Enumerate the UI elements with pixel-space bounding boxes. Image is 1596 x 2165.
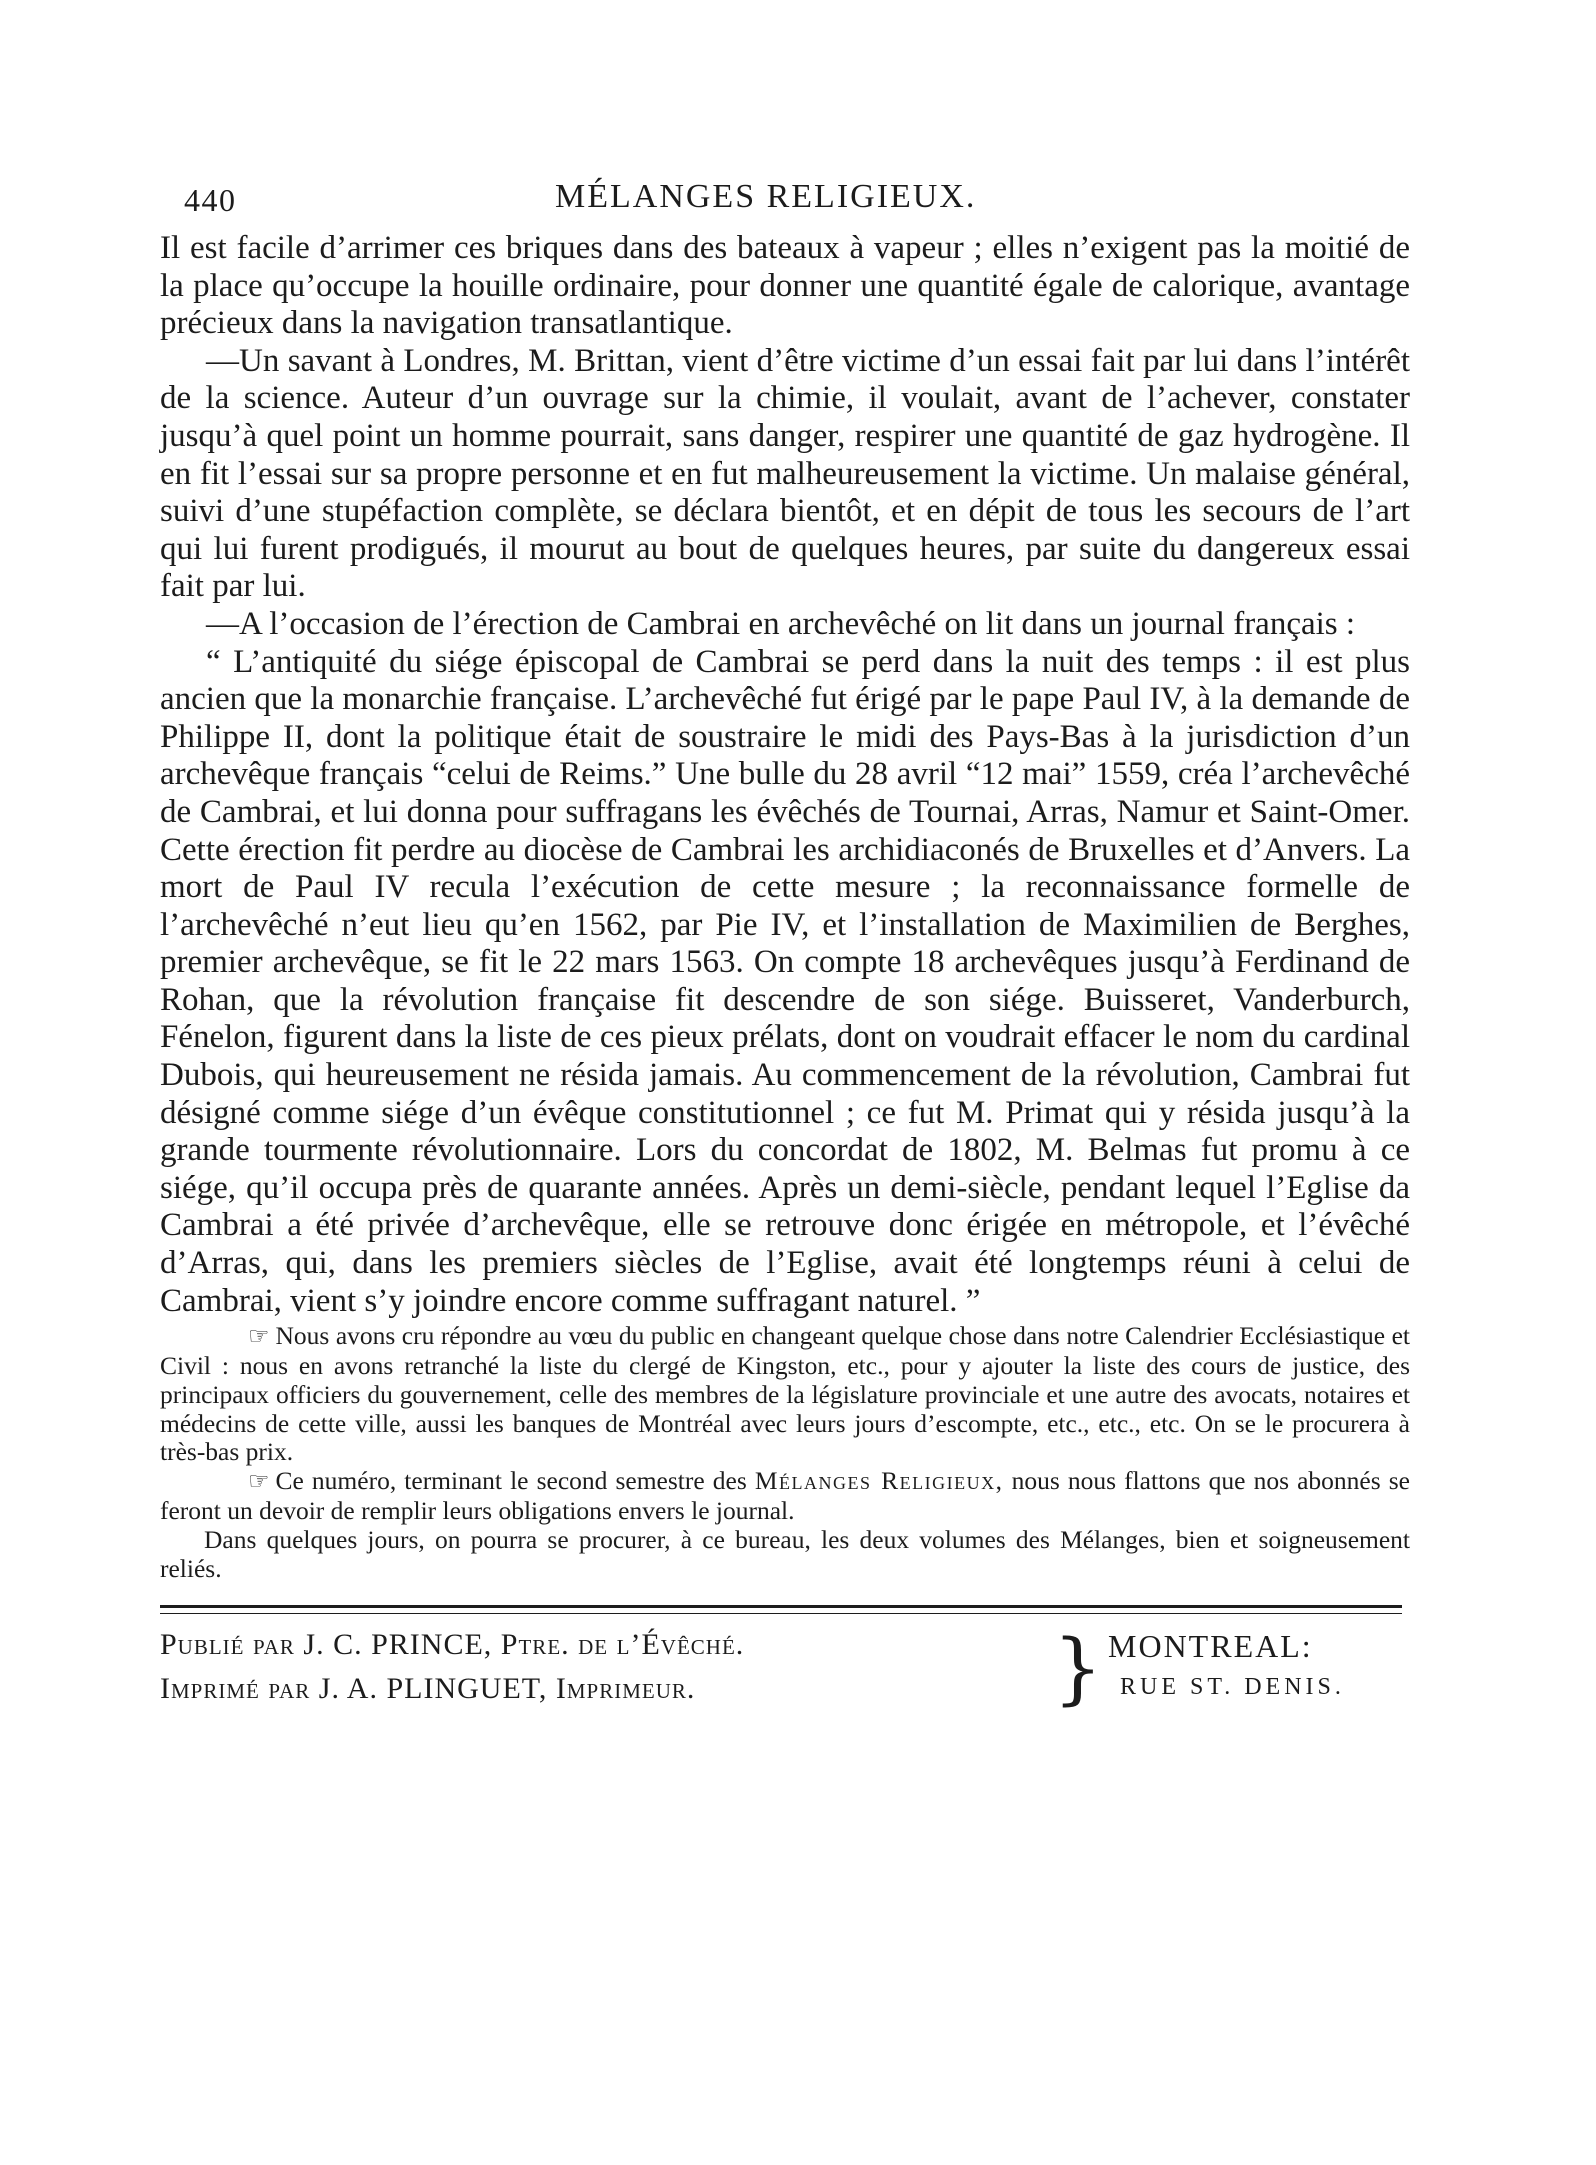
imprint-block bbox=[160, 1624, 1410, 1718]
imprint-street: RUE ST. DENIS. bbox=[1120, 1674, 1345, 1701]
page-number: 440 bbox=[184, 182, 237, 218]
printed-by: Imprimé par J. A. PLINGUET, Imprimeur. bbox=[160, 1672, 696, 1706]
paragraph-brittan: —Un savant à Londres, M. Brittan, vient d’être victime d’un essai fait par lui dans l’intérêt de la science. Auteur d’un ouvrage sur la chimie, il voulait, avant de l’achever, constater jusqu’à quel point un homme pourrait, sans danger, respirer une quantité de gaz hydrogène. Il en fit l’essai sur sa propre personne et en fut malheureusement la victime. Un malaise général, suivi d’une stupéfaction complète, se déclara bientôt, et en dépit de tous les secours de l’art qui lui furent prodigués, il mourut au bout de quelques heures, par suite du dangereux essai fait par lui. bbox=[160, 342, 1410, 605]
note-semestre-text-end: nous nous flattons que nos abonnés se feront un devoir de remplir leurs obligations envers le journal. bbox=[160, 1466, 1410, 1525]
note-calendrier-text: Nous avons cru répondre au vœu du public en changeant quelque chose dans notre Calendrier Ecclésiastique et Civil : nous en avons retranché la liste du clergé de Kingston, etc., pour y ajouter la liste des cours de justice, des principaux officiers du gouvernement, celle des membres de la législature provinciale et une autre des avocats, notaires et médecins de cette ville, aussi les banques de Montréal avec leurs jours d’escompte, etc., etc., etc. On se le procurera à très-bas prix. bbox=[160, 1321, 1410, 1467]
note-semestre-text-start: Ce numéro, terminant le second semestre des bbox=[275, 1466, 747, 1496]
running-head bbox=[160, 170, 1410, 230]
imprint-city: MONTREAL: bbox=[1108, 1628, 1313, 1665]
pointing-hand-icon: ☞ bbox=[248, 1324, 270, 1351]
paragraph-cambrai-quote: “ L’antiquité du siége épiscopal de Cambrai se perd dans la nuit des temps : il est plus ancien que la monarchie française. L’archevêché fut érigé par le pape Paul IV, à la demande de Philippe II, dont la politique était de soustraire le midi des Pays-Bas à la jurisdiction d’un archevêque français “celui de Reims.” Une bulle du 28 avril “12 mai” 1559, créa l’archevêché de Cambrai, et lui donna pour suffragans les évêchés de Tournai, Arras, Namur et Saint-Omer. Cette érection fit perdre au diocèse de Cambrai les archidiaconés de Bruxelles et d’Anvers. La mort de Paul IV recula l’exécution de cette mesure ; la reconnaissance formelle de l’archevêché n’eut lieu qu’en 1562, par Pie IV, et l’installation de Maximilien de Berghes, premier archevêque, se fit le 22 mars 1563. On compte 18 archevêques jusqu’à Ferdinand de Rohan, que la révolution française fit descendre de son siége. Buisseret, Vanderburch, Fénelon, figurent dans la liste de ces pieux prélats, dont on voudrait effacer le nom du cardinal Dubois, qui heureusement ne résida jamais. Au commencement de la révolution, Cambrai fut désigné comme siége d’un évêque constitutionnel ; ce fut M. Primat qui y résida jusqu’à la grande tourmente révolutionnaire. Lors du concordat de 1802, M. Belmas fut promu à ce siége, qu’il occupa près de quarante années. Après un demi-siècle, pendant lequel l’Eglise da Cambrai a été privée d’archevêque, elle se retrouve donc érigée en métropole, et l’évêché d’Arras, qui, dans les premiers siècles de l’Eglise, avait été longtemps réuni à celui de Cambrai, vient s’y joindre encore comme suffragant naturel. ” bbox=[160, 643, 1410, 1319]
brace-glyph: } bbox=[1053, 1624, 1104, 1715]
paragraph-cambrai-intro: —A l’occasion de l’érection de Cambrai en archevêché on lit dans un journal français : bbox=[206, 605, 1356, 642]
footer-rule bbox=[160, 1605, 1402, 1614]
document-page bbox=[160, 170, 1410, 1718]
paragraph-bricks: Il est facile d’arrimer ces briques dans des bateaux à vapeur ; elles n’exigent pas la moitié de la place qu’occupe la houille ordinaire, pour donner une quantité égale de calorique, avantage précieux dans la navigation transatlantique. bbox=[160, 230, 1410, 342]
note-calendrier bbox=[160, 1322, 1410, 1467]
note-volumes: Dans quelques jours, on pourra se procurer, à ce bureau, les deux volumes des Mélanges, bien et soigneusement reliés. bbox=[160, 1524, 1410, 1583]
running-title: MÉLANGES RELIGIEUX. bbox=[555, 178, 977, 215]
pointing-hand-icon: ☞ bbox=[248, 1469, 270, 1496]
publisher-notes bbox=[160, 1322, 1410, 1583]
journal-name-smallcaps: Mélanges Religieux, bbox=[754, 1466, 1004, 1496]
article-body bbox=[160, 230, 1410, 1320]
note-semestre bbox=[160, 1467, 1410, 1526]
published-by: Publié par J. C. PRINCE, Ptre. de l’Évêché. bbox=[160, 1628, 745, 1662]
